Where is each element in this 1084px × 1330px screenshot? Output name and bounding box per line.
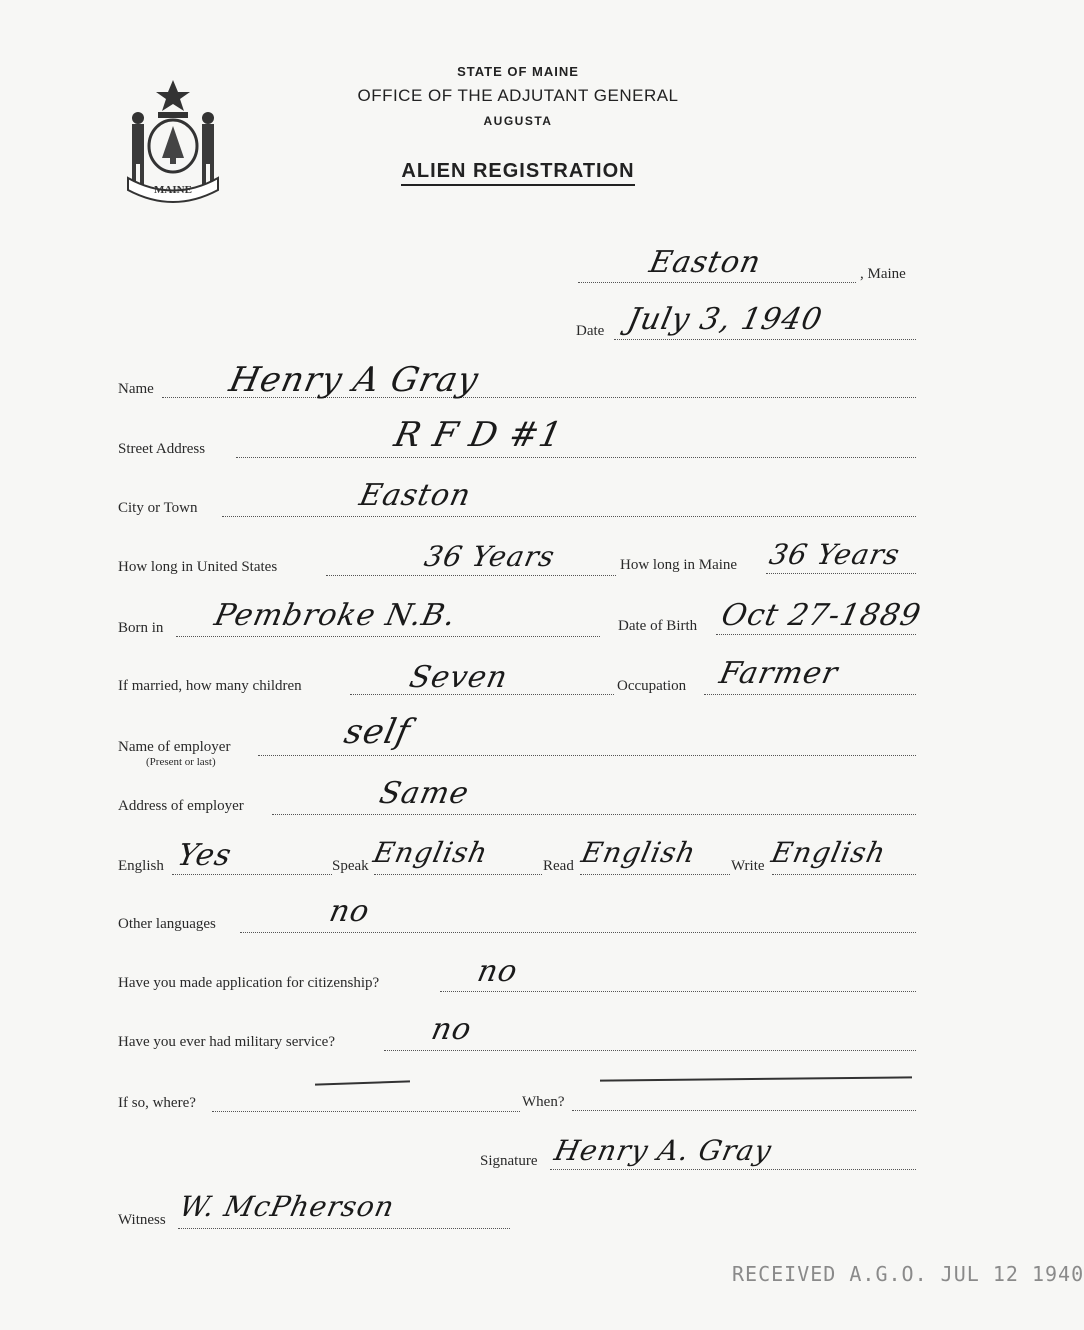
children-value: Seven — [406, 660, 512, 695]
how-long-maine-label: How long in Maine — [620, 557, 738, 573]
signature-value: Henry A. Gray — [551, 1134, 775, 1167]
military-label: Have you ever had military service? — [118, 1034, 335, 1050]
signature-label: Signature — [480, 1153, 538, 1169]
date-value: July 3, 1940 — [624, 302, 826, 337]
occupation-line — [704, 694, 916, 695]
occupation-value: Farmer — [716, 656, 842, 691]
seal-banner-text: MAINE — [154, 184, 192, 196]
town-value: Easton — [646, 245, 765, 280]
children-label: If married, how many children — [118, 678, 302, 694]
speak-value: English — [370, 836, 492, 869]
date-of-birth-line — [716, 634, 916, 635]
city-label: City or Town — [118, 500, 198, 516]
other-languages-label: Other languages — [118, 916, 216, 932]
where-dash — [315, 1080, 410, 1085]
maine-label: , Maine — [860, 266, 906, 282]
street-label: Street Address — [118, 441, 206, 457]
employer-address-label: Address of employer — [118, 798, 244, 814]
witness-label: Witness — [118, 1212, 166, 1228]
maine-seal-icon — [118, 78, 228, 203]
employer-sublabel: (Present or last) — [146, 756, 216, 768]
how-long-us-line — [326, 575, 616, 576]
header-city: AUGUSTA — [483, 114, 553, 128]
header-state: STATE OF MAINE — [457, 64, 579, 79]
citizenship-value: no — [474, 954, 522, 989]
received-stamp: RECEIVED A.G.O. JUL 12 1940 — [732, 1262, 1084, 1286]
english-value: Yes — [174, 838, 236, 873]
employer-address-value: Same — [376, 776, 473, 811]
date-label: Date — [576, 323, 605, 339]
witness-line — [178, 1228, 510, 1229]
other-languages-line — [240, 932, 916, 933]
occupation-label: Occupation — [617, 678, 687, 694]
date-line — [614, 339, 916, 340]
english-line — [172, 874, 332, 875]
how-long-maine-value: 36 Years — [766, 538, 904, 571]
form-title — [318, 160, 718, 183]
other-languages-value: no — [326, 894, 374, 929]
name-value: Henry A Gray — [225, 360, 483, 400]
town-line — [578, 282, 856, 283]
citizenship-label: Have you made application for citizenship? — [118, 975, 380, 991]
how-long-us-label: How long in United States — [118, 559, 278, 575]
when-label: When? — [522, 1094, 565, 1110]
speak-line — [374, 874, 542, 875]
where-line — [212, 1111, 520, 1112]
english-label: English — [118, 858, 164, 874]
employer-label: Name of employer — [118, 739, 231, 755]
city-value: Easton — [356, 478, 475, 513]
header-office: OFFICE OF THE ADJUTANT GENERAL — [357, 86, 679, 105]
read-value: English — [578, 836, 700, 869]
when-line — [572, 1110, 916, 1111]
city-line — [222, 516, 916, 517]
date-of-birth-label: Date of Birth — [618, 618, 698, 634]
write-value: English — [768, 836, 890, 869]
when-dash — [600, 1076, 912, 1081]
witness-value: W. McPherson — [176, 1190, 398, 1223]
read-label: Read — [543, 858, 574, 874]
signature-line — [550, 1169, 916, 1170]
write-line — [772, 874, 916, 875]
employer-line — [258, 755, 916, 756]
born-in-label: Born in — [118, 620, 164, 636]
military-line — [384, 1050, 916, 1051]
name-label: Name — [118, 381, 154, 397]
citizenship-line — [440, 991, 916, 992]
street-line — [236, 457, 916, 458]
date-of-birth-value: Oct 27-1889 — [718, 598, 925, 633]
where-label: If so, where? — [118, 1095, 196, 1111]
form-title-text: ALIEN REGISTRATION — [401, 160, 634, 186]
born-in-value: Pembroke N.B. — [211, 598, 460, 633]
military-value: no — [428, 1012, 476, 1047]
street-value: R F D #1 — [390, 415, 567, 455]
how-long-maine-line — [766, 573, 916, 574]
employer-value: self — [340, 712, 415, 752]
read-line — [580, 874, 730, 875]
born-in-line — [176, 636, 600, 637]
speak-label: Speak — [332, 858, 369, 874]
write-label: Write — [731, 858, 765, 874]
employer-address-line — [272, 814, 916, 815]
how-long-us-value: 36 Years — [421, 540, 559, 573]
